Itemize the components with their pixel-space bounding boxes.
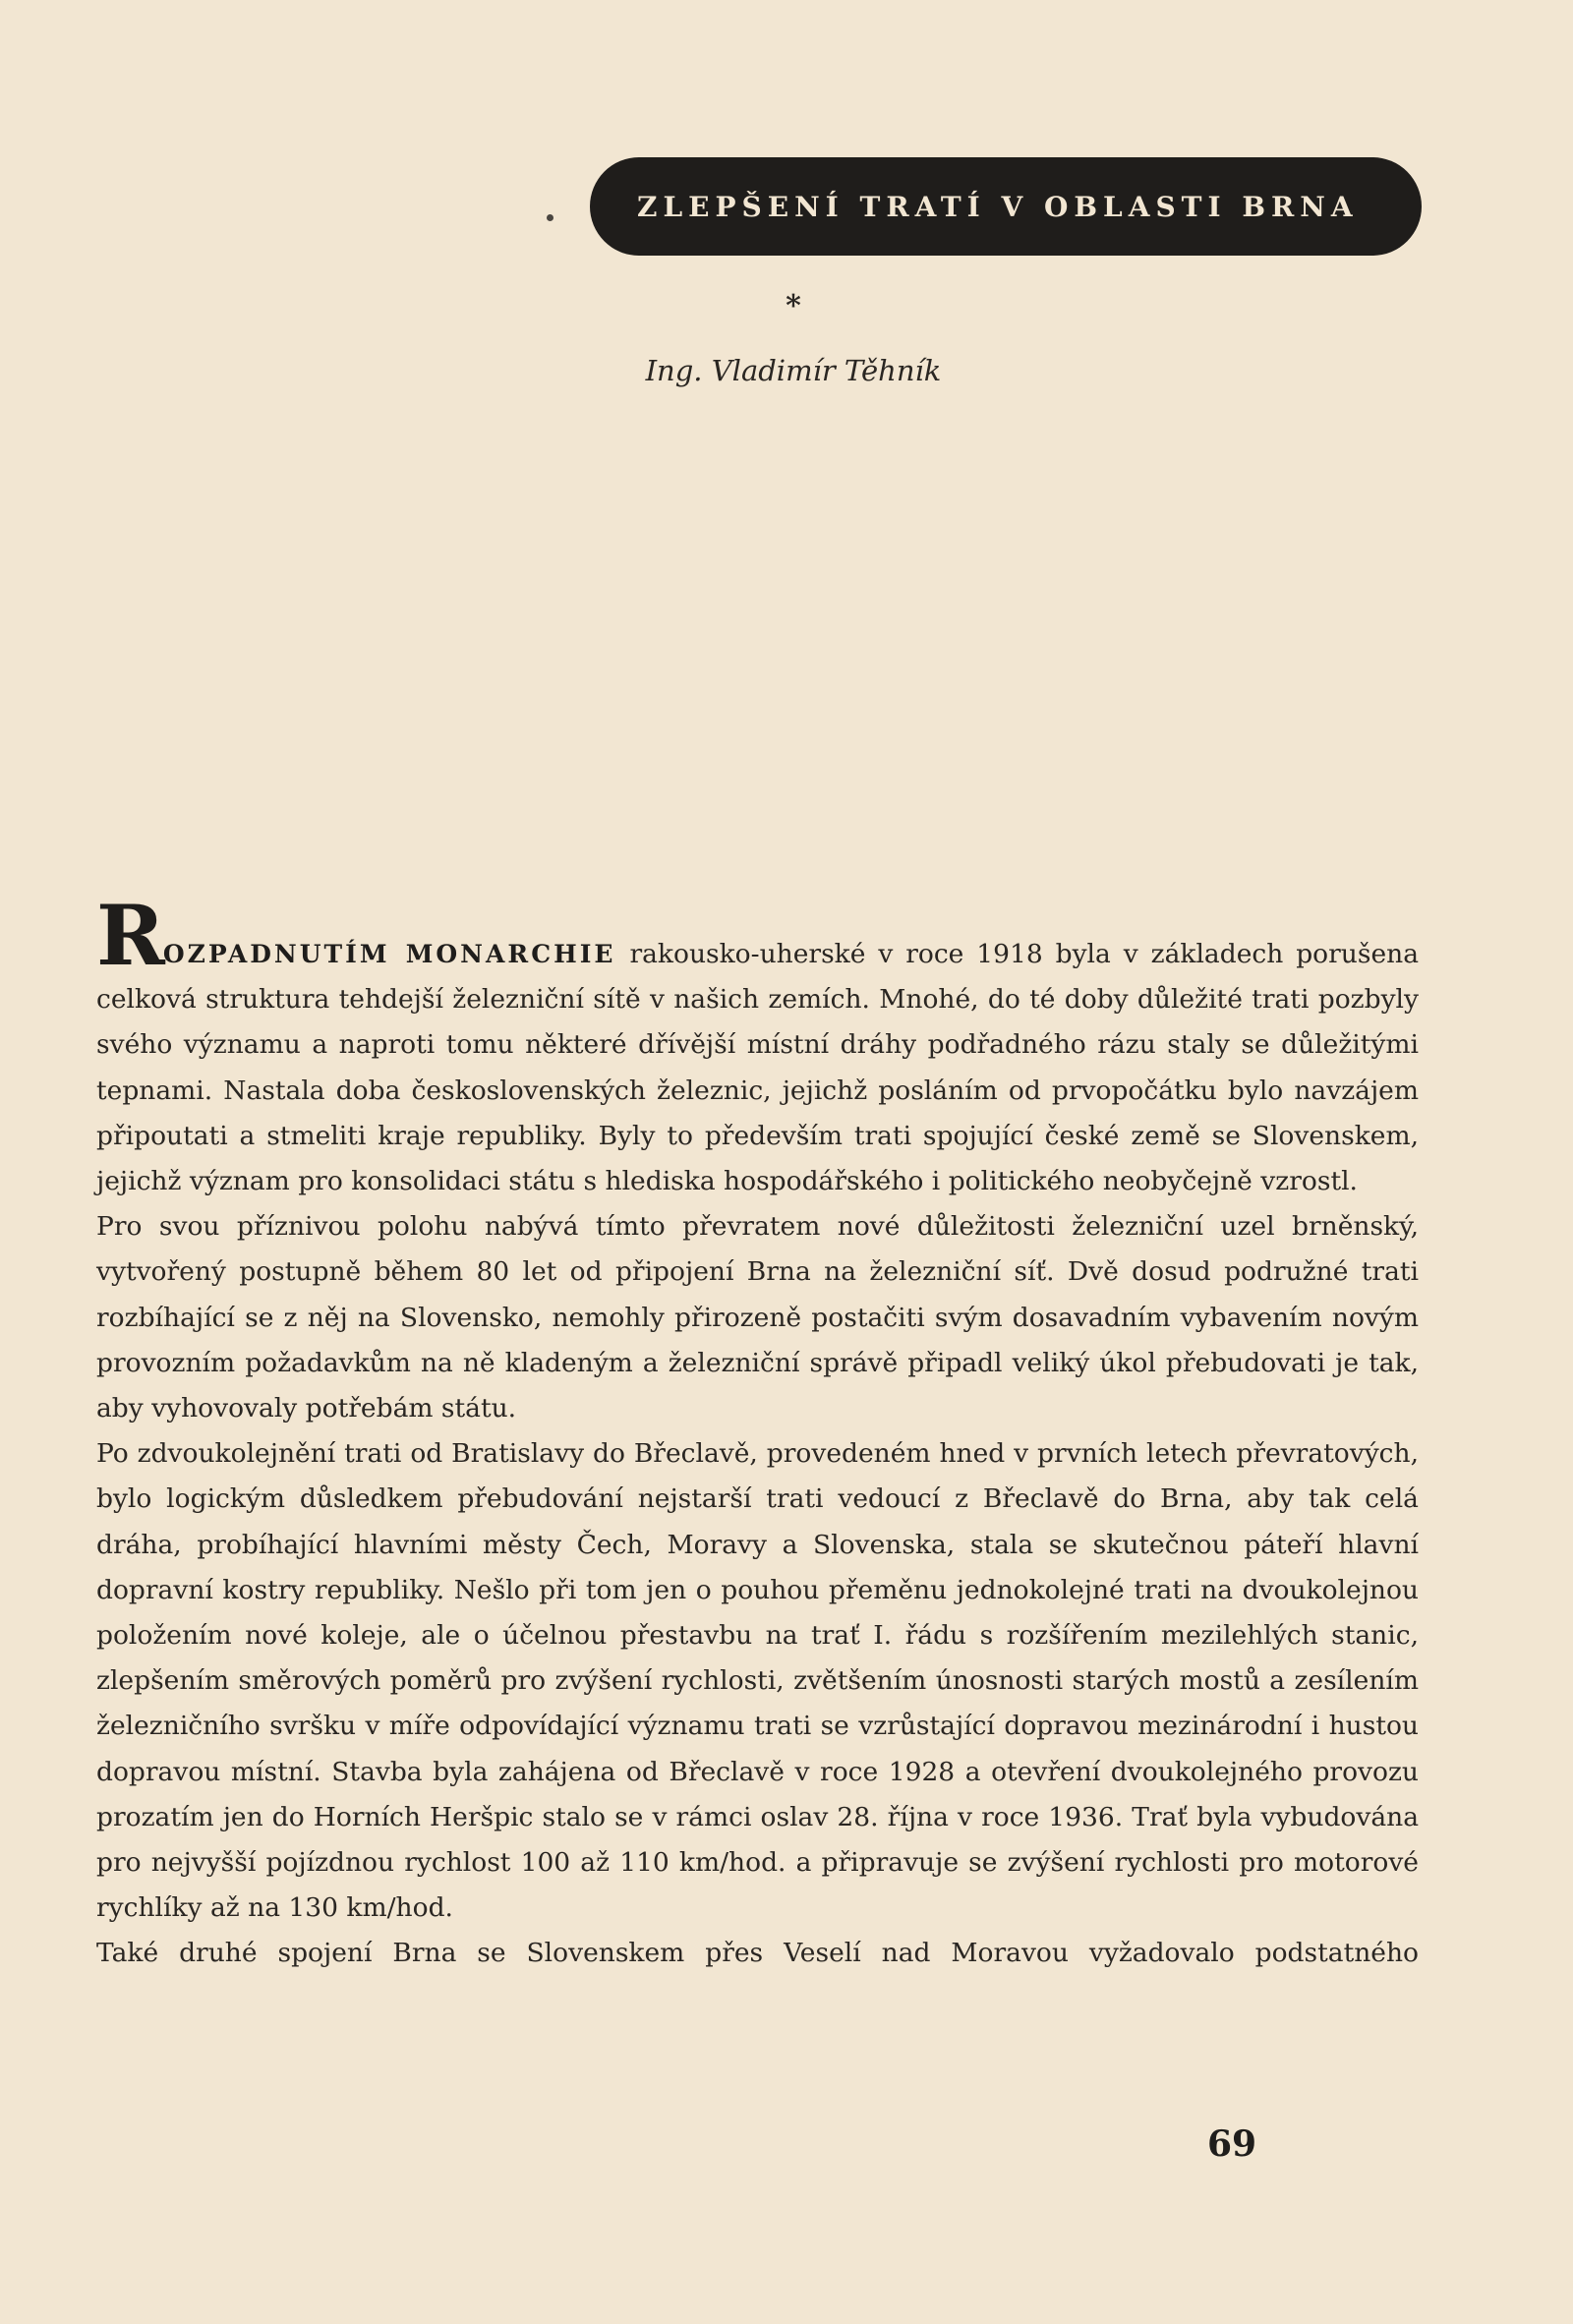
lead-in-caps: OZPADNUTÍM MONARCHIE — [162, 940, 616, 968]
paragraph-1-text: rakousko-uherské v roce 1918 byla v základech porušena celková struktura tehdejší železniční sítě v našich zemích. Mnohé, do té doby důležité trati pozbyly svého významu a naproti tomu některé dřívější místní dráhy podřadného rázu staly se důležitými tepnami. Nastala doba československých železnic, jejichž posláním od prvopočátku bylo navzájem připoutati a stmeliti kraje republiky. Byly to především trati spojující české země se Slovenskem, jejichž význam pro konsolidaci státu s hlediska hospodářského i politického neobyčejně vzrostl. — [96, 939, 1420, 1197]
asterisk-ornament: * — [786, 289, 801, 323]
paragraph-4: Také druhé spojení Brna se Slovenskem přes Veselí nad Moravou vyžadovalo podstatného — [96, 1938, 1419, 1969]
header-dot-ornament — [547, 214, 553, 221]
header-banner — [590, 157, 1422, 256]
paragraph-3: Po zdvoukolejnění trati od Bratislavy do Břeclavě, provedeném hned v prvních letech převratových, bylo logickým důsledkem přebudování nejstarší trati vedoucí z Břeclavě do Brna, aby tak celá dráha, probíhající hlavními městy Čech, Moravy a Slovenska, stala se skutečnou páteří hlavní dopravní kostry republiky. Nešlo při tom jen o pouhou přeměnu jednokolejné trati na dvoukolejnou položením nové koleje, ale o účelnou přestavbu na trať I. řádu s rozšířením mezilehlých stanic, zlepšením směrových poměrů pro zvýšení rychlosti, zvětšením únosnosti starých mostů a zesílením železničního svršku v míře odpovídající významu trati se vzrůstající dopravou mezinárodní i hustou dopravou místní. Stavba byla zahájena od Břeclavě v roce 1928 a otevření dvoukolejného provozu prozatím jen do Horních Heršpic stalo se v rámci oslav 28. října v roce 1936. Trať byla vybudována pro nejvyšší pojízdnou rychlost 100 až 110 km/hod. a připravuje se zvýšení rychlosti pro motorové rychlíky až na 130 km/hod. — [96, 1438, 1419, 1924]
paragraph-2: Pro svou příznivou polohu nabývá tímto převratem nové důležitosti železniční uzel brněnský, vytvořený postupně během 80 let od připojení Brna na železniční síť. Dvě dosud podružné trati rozbíhající se z něj na Slovensko, nemohly přirozeně postačiti svým dosavadním vybavením novým provozním požadavkům na ně kladeným a železniční správě připadl veliký úkol přebudovati je tak, aby vyhovovaly potřebám státu. — [96, 1211, 1419, 1424]
drop-cap: R — [96, 887, 165, 984]
paragraph-1 — [96, 887, 1420, 1204]
header-title: ZLEPŠENÍ TRATÍ V OBLASTI BRNA — [637, 190, 1359, 223]
page-number: 69 — [1207, 2123, 1257, 2165]
article-body — [96, 887, 1420, 1977]
author-name: Ing. Vladimír Těhník — [645, 354, 942, 387]
